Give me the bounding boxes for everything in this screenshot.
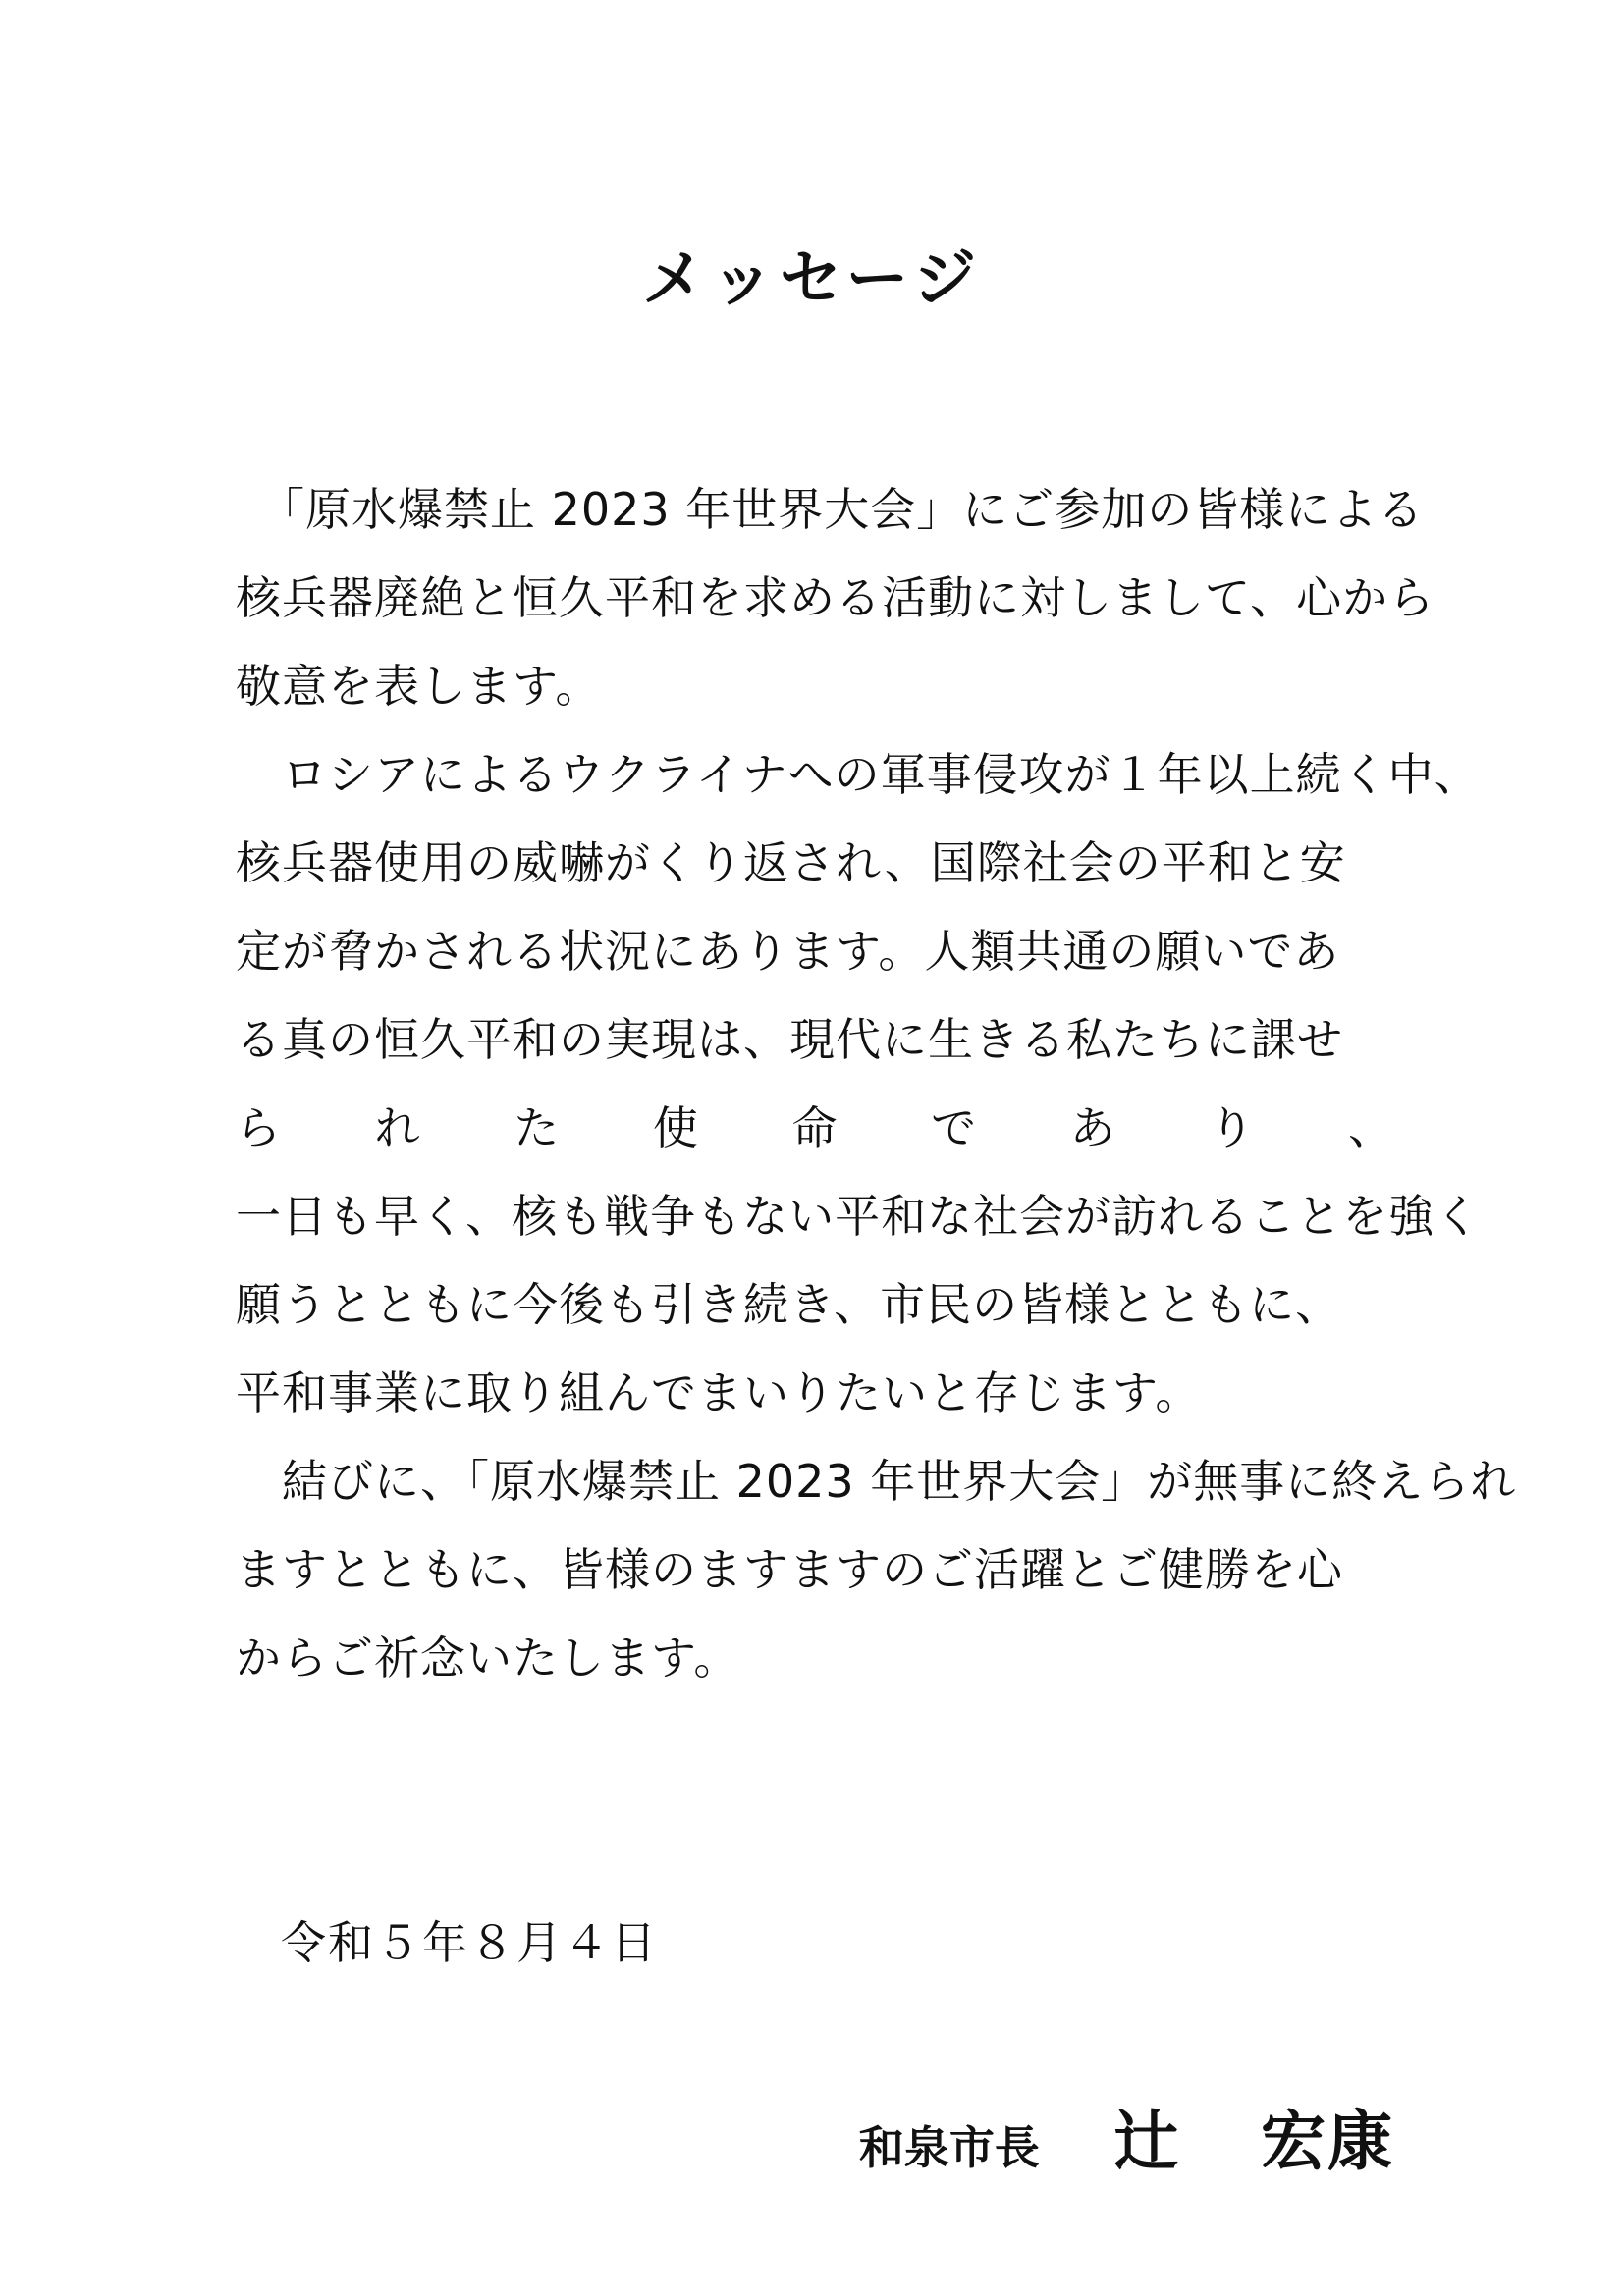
signature-surname: 辻 [1113,2104,1181,2179]
spaced-char: あ [1069,1101,1116,1154]
body-line: 「原水爆禁止 2023 年世界大会」にご参加の皆様による [236,483,1425,536]
spaced-char: で [931,1101,978,1154]
body-line: 核兵器使用の威嚇がくり返され、国際社会の平和と安 [236,836,1346,889]
spaced-char: 使 [652,1101,699,1154]
body-line: 平和事業に取り組んでまいりたいと存じます。 [236,1366,1202,1419]
spaced-char: 、 [1348,1101,1394,1154]
body-line-spaced [236,1084,1394,1172]
spaced-char: れ [374,1101,421,1154]
page-title: メッセージ [641,243,983,316]
body-line: ロシアによるウクライナへの軍事侵攻が１年以上続く中、 [236,748,1481,801]
body-line: る真の恒久平和の実現は、現代に生きる私たちに課せ [236,1013,1343,1066]
body-line: 敬意を表します。 [236,660,602,713]
signature-block [859,2089,1394,2182]
body-line: 定が脅かされる状況にあります。人類共通の願いであ [236,925,1340,978]
document-date: 令和５年８月４日 [281,1916,658,1969]
spaced-char: ら [236,1101,282,1154]
signature-organization: 和泉市長 [858,2121,1040,2174]
body-line: 核兵器廃絶と恒久平和を求める活動に対しまして、心から [236,571,1435,624]
body-line: からご祈念いたします。 [236,1631,740,1684]
message-body [236,465,1517,1702]
body-line: 結びに、「原水爆禁止 2023 年世界大会」が無事に終えられ [236,1455,1517,1508]
signature-given-name: 宏康 [1261,2104,1394,2179]
spaced-char: り [1209,1101,1256,1154]
body-line: ますとともに、皆様のますますのご活躍とご健勝を心 [236,1543,1343,1596]
spaced-char: 命 [791,1101,839,1154]
spaced-char: た [514,1101,561,1154]
body-line: 一日も早く、核も戦争もない平和な社会が訪れることを強く [236,1190,1482,1243]
body-line: 願うとともに今後も引き続き、市民の皆様とともに、 [236,1278,1342,1331]
